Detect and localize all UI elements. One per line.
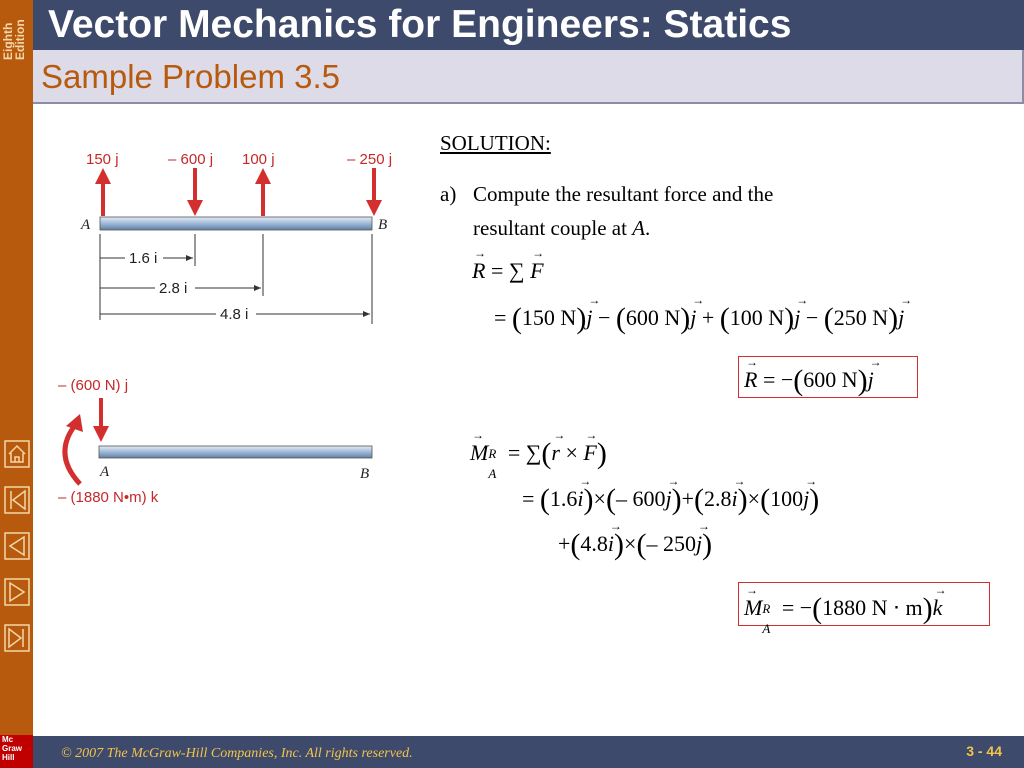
- force-arrow-600: [187, 168, 203, 216]
- force-label-600: – 600 j: [168, 151, 214, 168]
- r-term-100: 100 N: [729, 305, 785, 330]
- force-arrow-100: [255, 168, 271, 216]
- step-text-period: .: [645, 216, 651, 240]
- last-slide-icon[interactable]: [4, 624, 30, 652]
- equivalent-system-figure: [50, 370, 390, 510]
- next-slide-icon[interactable]: [4, 578, 30, 606]
- beam-2: [99, 446, 372, 458]
- logo-line-3: Hill: [2, 753, 15, 762]
- m-term-100: 100: [770, 486, 804, 511]
- vec-f-2: → F: [583, 440, 596, 466]
- logo-line-2: Graw: [2, 744, 23, 753]
- vec-f: → F: [530, 258, 543, 284]
- sum-symbol: ∑: [508, 258, 525, 283]
- logo-line-1: Mc: [2, 735, 14, 744]
- resultant-couple-label: – (1880 N•m) k: [58, 489, 159, 506]
- copyright-notice: © 2007 The McGraw-Hill Companies, Inc. All rights reserved.: [61, 746, 413, 761]
- force-label-100: 100 j: [242, 151, 275, 168]
- equation-r-definition: [472, 258, 544, 284]
- edition-word-2: Edition: [13, 19, 27, 60]
- equation-moment-line-1: = (1.6→ i)×(– 600→ j)+(2.8→ i)×(100→ j): [522, 483, 819, 517]
- force-label-150: 150 j: [86, 151, 119, 168]
- resultant-force-label: – (600 N) j: [58, 377, 129, 394]
- m-term-600: – 600: [615, 486, 666, 511]
- dim-label-1-6: 1.6 i: [129, 250, 158, 267]
- dimension-arrowheads: [186, 255, 370, 317]
- force-label-250: – 250 j: [347, 151, 393, 168]
- step-point-a: A: [632, 216, 646, 240]
- point-a-label-2: A: [100, 464, 110, 480]
- page-number: 3 - 44: [966, 743, 1002, 759]
- edition-word-1: Eighth: [1, 22, 15, 60]
- beam: [100, 217, 372, 230]
- m-term-2-8: 2.8: [704, 486, 732, 511]
- equation-moment-line-2: +(4.8→ i)×(– 250→ j): [558, 528, 712, 562]
- step-marker: a): [440, 182, 457, 206]
- equation-moment-definition: → M R A = ∑(→ r × → F): [470, 437, 607, 471]
- force-arrow-150: [95, 168, 111, 216]
- mcgraw-hill-logo: [0, 735, 33, 768]
- step-text-line-1: Compute the resultant force and the: [473, 182, 774, 206]
- course-title: Vector Mechanics for Engineers: Statics: [48, 3, 792, 46]
- m-term-250: – 250: [646, 531, 696, 556]
- r-result-value: 600 N: [803, 367, 858, 392]
- solution-heading: SOLUTION:: [440, 131, 551, 155]
- r-term-150: 150 N: [521, 305, 577, 330]
- m-result-value: 1880 N ⋅ m: [822, 595, 923, 620]
- dim-label-2-8: 2.8 i: [159, 280, 188, 297]
- subheader: [33, 50, 1024, 104]
- moment-superscript: R: [488, 446, 497, 461]
- point-a-label: A: [81, 217, 91, 233]
- first-slide-icon[interactable]: [4, 486, 30, 514]
- slide-title: Sample Problem 3.5: [41, 58, 340, 95]
- sidebar: [0, 0, 33, 768]
- resultant-force-arrow: [93, 398, 109, 442]
- resultant-force-result: → R = −(600 N)→ j: [744, 364, 874, 398]
- point-b-label: B: [378, 217, 388, 233]
- force-arrow-250: [366, 168, 382, 216]
- step-text-line-2: [473, 215, 650, 241]
- step-text-line-2-main: resultant couple at: [473, 216, 627, 240]
- r-term-250: 250 N: [833, 305, 889, 330]
- r-term-600: 600 N: [625, 305, 681, 330]
- previous-slide-icon[interactable]: [4, 532, 30, 560]
- vec-r-small: → r: [551, 440, 560, 466]
- moment-subscript: A: [488, 466, 497, 481]
- vec-r: → R: [472, 258, 485, 284]
- m-term-4-8: 4.8: [580, 531, 608, 556]
- m-term-1-6: 1.6: [549, 486, 578, 511]
- resultant-couple-result: → M R A = −(1880 N ⋅ m)→ k: [744, 592, 942, 626]
- edition-label: [0, 2, 33, 62]
- point-b-label-2: B: [360, 466, 370, 482]
- equation-r-expansion: = (150 N)→ j − (600 N)→ j + (100 N)→ j − (250 N)→ j: [494, 302, 904, 336]
- vec-m: → M: [470, 440, 488, 466]
- home-icon[interactable]: [4, 440, 30, 468]
- dim-label-4-8: 4.8 i: [220, 306, 249, 323]
- couple-arc-arrow: [65, 414, 83, 484]
- footer: [33, 736, 1024, 768]
- beam-forces-figure: [70, 140, 415, 330]
- eq-sign: =: [490, 258, 504, 283]
- header: [33, 0, 1024, 50]
